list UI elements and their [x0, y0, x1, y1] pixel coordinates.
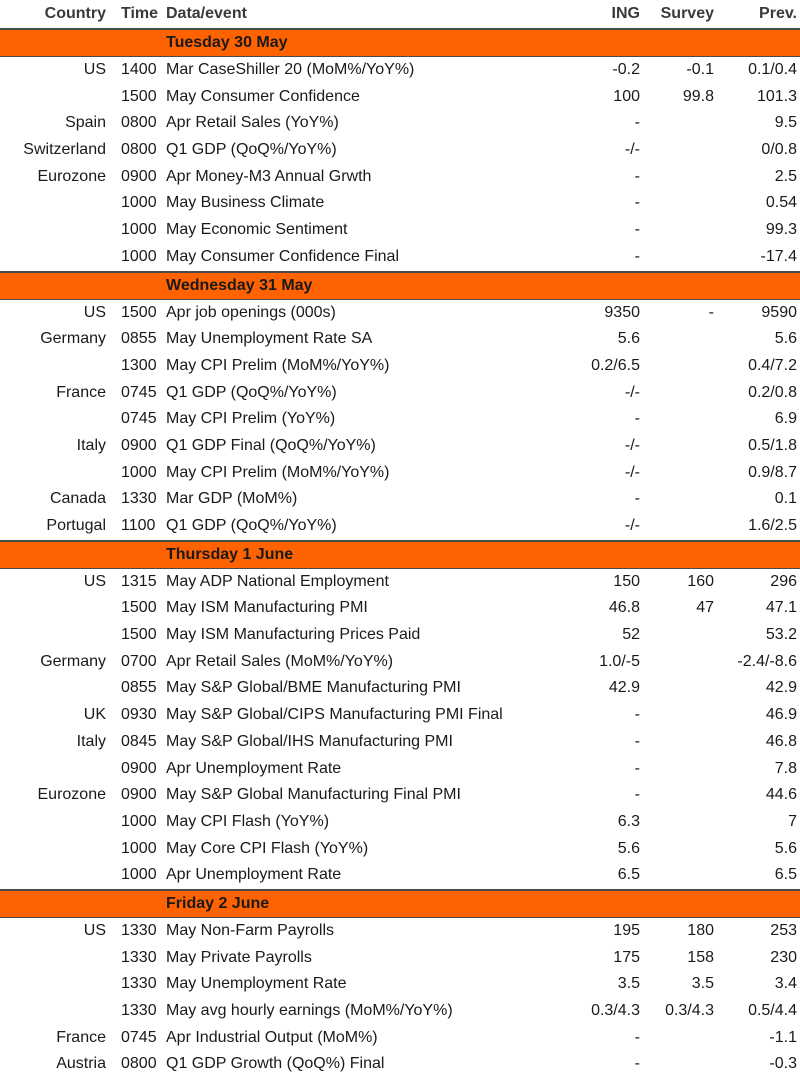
table-row: [0, 862, 800, 889]
cell-prev: 7: [788, 812, 797, 830]
table-row: [0, 486, 800, 513]
table-row: [0, 244, 800, 271]
cell-event: May CPI Prelim (YoY%): [166, 410, 336, 428]
cell-event: May S&P Global/BME Manufacturing PMI: [166, 679, 461, 697]
cell-time: 1330: [121, 948, 157, 966]
cell-prev: 9590: [761, 303, 797, 321]
cell-event: Apr job openings (000s): [166, 303, 336, 321]
cell-prev: 1.6/2.5: [748, 517, 797, 534]
cell-time: 0700: [121, 652, 157, 670]
cell-event: May ISM Manufacturing PMI: [166, 599, 368, 617]
cell-event: Mar CaseShiller 20 (MoM%/YoY%): [166, 61, 415, 78]
cell-time: 1330: [121, 975, 157, 993]
cell-ing: -/-: [624, 436, 640, 454]
day-label: Tuesday 30 May: [166, 34, 288, 51]
cell-time: 0800: [121, 141, 157, 159]
table-row: [0, 190, 800, 217]
cell-ing: -: [634, 114, 640, 132]
cell-ing: 9350: [604, 303, 640, 321]
cell-survey: 47: [696, 599, 714, 617]
cell-survey: 158: [687, 948, 714, 966]
cell-time: 0900: [121, 786, 157, 804]
cell-time: 1000: [121, 866, 157, 884]
cell-ing: -0.2: [612, 61, 640, 78]
cell-event: Apr Money-M3 Annual Grwth: [166, 167, 372, 185]
cell-event: Apr Unemployment Rate: [166, 759, 342, 777]
table-row: [0, 1025, 800, 1052]
cell-time: 0855: [121, 679, 157, 697]
cell-time: 0900: [121, 759, 157, 777]
cell-event: May S&P Global Manufacturing Final PMI: [166, 786, 461, 804]
cell-country: Eurozone: [37, 167, 106, 185]
cell-event: May Business Climate: [166, 194, 325, 212]
cell-survey: 0.3/4.3: [665, 1002, 714, 1019]
cell-prev: 0.1/0.4: [748, 61, 797, 78]
table-row: [0, 836, 800, 863]
table-row: [0, 460, 800, 487]
cell-ing: -: [634, 786, 640, 804]
table-row: [0, 918, 800, 945]
cell-ing: 100: [613, 87, 640, 105]
cell-time: 0900: [121, 167, 157, 185]
day-label: Thursday 1 June: [166, 545, 294, 563]
cell-ing: -: [634, 410, 640, 428]
day-label: Wednesday 31 May: [166, 276, 313, 294]
cell-time: 0900: [121, 436, 157, 454]
table-row: [0, 809, 800, 836]
cell-survey: -: [708, 303, 714, 321]
cell-ing: 5.6: [617, 839, 640, 857]
cell-prev: 3.4: [774, 975, 797, 993]
cell-event: May CPI Prelim (MoM%/YoY%): [166, 463, 390, 481]
cell-ing: -: [634, 167, 640, 185]
cell-time: 1000: [121, 221, 157, 239]
cell-prev: 99.3: [765, 221, 797, 239]
cell-event: Q1 GDP Growth (QoQ%) Final: [166, 1055, 385, 1073]
cell-ing: -: [634, 1028, 640, 1046]
cell-event: May Unemployment Rate: [166, 975, 347, 993]
cell-event: May Non-Farm Payrolls: [166, 921, 335, 939]
cell-prev: 46.9: [765, 706, 797, 724]
cell-country: Spain: [65, 114, 106, 132]
cell-prev: 42.9: [765, 679, 797, 697]
table-row: [0, 702, 800, 729]
cell-prev: 230: [770, 948, 797, 966]
cell-event: Q1 GDP Final (QoQ%/YoY%): [166, 436, 376, 454]
cell-ing: -: [634, 732, 640, 750]
cell-prev: 7.8: [774, 759, 797, 777]
table-row: [0, 326, 800, 353]
cell-time: 0845: [121, 732, 157, 750]
cell-prev: 5.6: [774, 839, 797, 857]
cell-time: 1330: [121, 1002, 157, 1019]
cell-prev: -2.4/-8.6: [737, 652, 797, 670]
header-event: Data/event: [166, 5, 247, 22]
cell-prev: 2.5: [774, 167, 797, 185]
table-row: [0, 84, 800, 111]
cell-ing: 3.5: [617, 975, 640, 993]
cell-prev: 0.54: [765, 194, 797, 212]
cell-ing: -: [634, 221, 640, 239]
cell-prev: 0.2/0.8: [748, 383, 797, 401]
cell-ing: 46.8: [608, 599, 640, 617]
cell-event: May Consumer Confidence Final: [166, 247, 399, 265]
cell-event: May Economic Sentiment: [166, 221, 348, 239]
header-ing: ING: [611, 5, 640, 22]
cell-event: May Core CPI Flash (YoY%): [166, 839, 369, 857]
cell-country: Eurozone: [37, 786, 106, 804]
day-header-row: [0, 28, 800, 57]
table-row: [0, 971, 800, 998]
cell-event: May ADP National Employment: [166, 572, 389, 590]
cell-country: France: [56, 1028, 106, 1046]
cell-prev: 46.8: [765, 732, 797, 750]
cell-ing: 6.3: [617, 812, 640, 830]
table-row: [0, 406, 800, 433]
cell-event: Q1 GDP (QoQ%/YoY%): [166, 517, 337, 534]
cell-survey: 160: [687, 572, 714, 590]
table-row: [0, 217, 800, 244]
cell-country: Austria: [56, 1055, 106, 1073]
cell-time: 1330: [121, 921, 157, 939]
cell-event: May Private Payrolls: [166, 948, 312, 966]
cell-event: Q1 GDP (QoQ%/YoY%): [166, 141, 337, 159]
cell-country: Italy: [76, 436, 106, 454]
table-row: [0, 300, 800, 327]
cell-event: Apr Industrial Output (MoM%): [166, 1028, 378, 1046]
cell-event: May CPI Prelim (MoM%/YoY%): [166, 356, 390, 374]
cell-ing: 175: [613, 948, 640, 966]
table-row: [0, 729, 800, 756]
cell-ing: 0.2/6.5: [591, 356, 640, 374]
cell-event: May S&P Global/CIPS Manufacturing PMI Final: [166, 706, 503, 724]
cell-ing: 5.6: [617, 330, 640, 348]
cell-ing: -/-: [624, 141, 640, 159]
cell-prev: 0.4/7.2: [748, 356, 797, 374]
cell-time: 1500: [121, 599, 157, 617]
table-header-row: [0, 0, 800, 28]
cell-time: 1500: [121, 87, 157, 105]
cell-time: 1330: [121, 490, 157, 508]
cell-survey: 3.5: [691, 975, 714, 993]
cell-prev: 0/0.8: [761, 141, 797, 159]
table-row: [0, 110, 800, 137]
cell-time: 1500: [121, 303, 157, 321]
cell-time: 1315: [121, 572, 157, 590]
cell-event: May CPI Flash (YoY%): [166, 812, 330, 830]
header-country: Country: [44, 5, 106, 22]
cell-time: 1000: [121, 247, 157, 265]
table-row: [0, 137, 800, 164]
cell-time: 0855: [121, 330, 157, 348]
cell-ing: 1.0/-5: [599, 652, 640, 670]
cell-time: 0800: [121, 114, 157, 132]
cell-event: Apr Unemployment Rate: [166, 866, 342, 884]
cell-country: Canada: [49, 490, 106, 508]
cell-ing: -: [634, 759, 640, 777]
table-row: [0, 649, 800, 676]
cell-ing: -: [634, 1055, 640, 1073]
cell-ing: -/-: [624, 463, 640, 481]
table-row: [0, 57, 800, 84]
cell-country: Switzerland: [23, 141, 106, 159]
table-row: [0, 164, 800, 191]
table-row: [0, 998, 800, 1025]
cell-time: 1000: [121, 812, 157, 830]
cell-event: May ISM Manufacturing Prices Paid: [166, 626, 421, 644]
cell-survey: 180: [687, 921, 714, 939]
cell-time: 0745: [121, 1028, 157, 1046]
table-row: [0, 353, 800, 380]
table-row: [0, 513, 800, 540]
cell-country: Portugal: [46, 517, 106, 534]
cell-time: 1500: [121, 626, 157, 644]
header-survey: Survey: [660, 5, 714, 22]
cell-ing: -/-: [624, 383, 640, 401]
cell-country: US: [83, 921, 106, 939]
cell-time: 0745: [121, 383, 157, 401]
cell-ing: -: [634, 706, 640, 724]
table-row: [0, 569, 800, 596]
cell-country: Italy: [76, 732, 106, 750]
cell-prev: 5.6: [774, 330, 797, 348]
cell-event: May Unemployment Rate SA: [166, 330, 373, 348]
cell-prev: 6.9: [774, 410, 797, 428]
cell-prev: 253: [770, 921, 797, 939]
cell-ing: -: [634, 490, 640, 508]
cell-event: Apr Retail Sales (YoY%): [166, 114, 339, 132]
cell-time: 1300: [121, 356, 157, 374]
header-prev: Prev.: [759, 5, 797, 22]
cell-prev: -1.1: [769, 1028, 797, 1046]
cell-time: 1400: [121, 61, 157, 78]
cell-ing: 6.5: [617, 866, 640, 884]
cell-ing: 150: [613, 572, 640, 590]
cell-prev: 47.1: [765, 599, 797, 617]
table-row: [0, 380, 800, 407]
cell-survey: 99.8: [682, 87, 714, 105]
cell-time: 1000: [121, 463, 157, 481]
cell-country: UK: [83, 706, 106, 724]
table-row: [0, 1051, 800, 1078]
cell-prev: 6.5: [774, 866, 797, 884]
table-row: [0, 945, 800, 972]
cell-ing: 42.9: [608, 679, 640, 697]
cell-prev: 296: [770, 572, 797, 590]
header-time: Time: [121, 5, 159, 22]
cell-event: Mar GDP (MoM%): [166, 490, 298, 508]
cell-time: 0930: [121, 706, 157, 724]
table-row: [0, 595, 800, 622]
cell-prev: 53.2: [765, 626, 797, 644]
cell-prev: 0.5/4.4: [748, 1002, 797, 1019]
cell-prev: 44.6: [765, 786, 797, 804]
day-header-row: [0, 540, 800, 569]
cell-event: May S&P Global/IHS Manufacturing PMI: [166, 732, 453, 750]
cell-country: France: [56, 383, 106, 401]
cell-prev: -0.3: [769, 1055, 797, 1073]
cell-country: US: [83, 303, 106, 321]
cell-country: Germany: [40, 652, 106, 670]
cell-ing: 195: [613, 921, 640, 939]
cell-time: 1000: [121, 839, 157, 857]
table-row: [0, 433, 800, 460]
cell-event: Apr Retail Sales (MoM%/YoY%): [166, 652, 394, 670]
cell-ing: -: [634, 194, 640, 212]
cell-prev: 9.5: [774, 114, 797, 132]
cell-country: US: [83, 61, 106, 78]
cell-survey: -0.1: [686, 61, 714, 78]
cell-time: 0800: [121, 1055, 157, 1073]
cell-event: Q1 GDP (QoQ%/YoY%): [166, 383, 337, 401]
cell-ing: 0.3/4.3: [591, 1002, 640, 1019]
cell-time: 1000: [121, 194, 157, 212]
cell-prev: 0.9/8.7: [748, 463, 797, 481]
cell-time: 1100: [121, 517, 156, 534]
cell-ing: -/-: [624, 517, 640, 534]
cell-prev: -17.4: [760, 247, 797, 265]
cell-time: 0745: [121, 410, 157, 428]
cell-ing: -: [634, 247, 640, 265]
day-header-row: [0, 889, 800, 918]
table-row: [0, 675, 800, 702]
cell-prev: 0.5/1.8: [748, 436, 797, 454]
cell-event: May Consumer Confidence: [166, 87, 360, 105]
cell-prev: 0.1: [774, 490, 797, 508]
table-row: [0, 782, 800, 809]
table-body: [0, 28, 800, 1078]
day-label: Friday 2 June: [166, 894, 270, 912]
cell-country: US: [83, 572, 106, 590]
cell-prev: 101.3: [756, 87, 797, 105]
cell-ing: 52: [622, 626, 640, 644]
cell-event: May avg hourly earnings (MoM%/YoY%): [166, 1002, 453, 1019]
table-row: [0, 622, 800, 649]
table-row: [0, 756, 800, 783]
day-header-row: [0, 271, 800, 300]
cell-country: Germany: [40, 330, 106, 348]
